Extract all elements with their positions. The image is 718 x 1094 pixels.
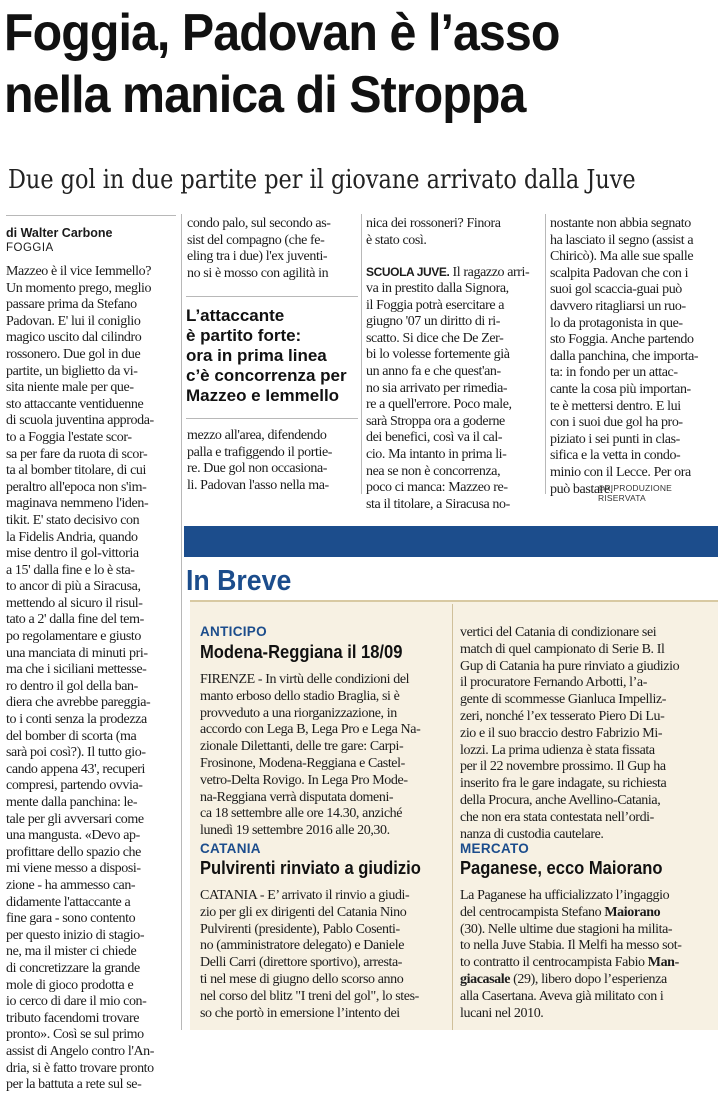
mercato-body: [460, 888, 716, 1022]
in-breve-box-rule: [190, 600, 718, 602]
in-breve-title: In Breve: [186, 565, 292, 597]
catania-kicker: CATANIA: [200, 841, 261, 856]
in-breve-banner: [184, 526, 718, 557]
catania-body-continued: vertici del Catania di condizionare sei match di quel campionato di Serie B. Il Gup di Catania ha pure rinviato a giudizio il procuratore Fernando Arbotti, l’a- gente di scommesse Gianluca Impelliz- zeri, nonché l’ex tesserato Piero Di Lu- zio e il suo braccio destro Fabrizio Mi- lozzi. La prima udienza è stata fissata per il 22 novembre prossimo. Il Gup ha inserito fra le gare indagate, su richiesta della Procura, anche Avellino-Catania, che non era stata contestata nell’ordi- nanza di custodia cautelare.: [460, 625, 680, 842]
copyright-notice: ©RIPRODUZIONE RISERVATA: [598, 483, 673, 503]
byline: di Walter Carbone: [6, 226, 113, 240]
player-name-mangiacasale-part2: giacasale: [460, 971, 511, 987]
mercato-text-2: (30). Nelle ultime due stagioni ha milita- to nella Juve Stabia. Il Melfi ha messo sot- to contratto il centrocampista Fabio: [460, 921, 682, 971]
anticipo-title: Modena-Reggiana il 18/09: [200, 642, 403, 662]
section-runin-scuola-juve: SCUOLA JUVE.: [366, 265, 450, 279]
headline: [4, 2, 666, 126]
catania-title: Pulvirenti rinviato a giudizio: [200, 858, 421, 878]
article-column-2-bottom: mezzo all'area, difendendo palla e trafiggendo il portie- re. Due gol non occasiona- li. Padovan l'asso nella ma-: [187, 428, 333, 493]
column-divider-2: [361, 214, 362, 494]
byline-rule: [6, 215, 176, 216]
mercato-title: Paganese, ecco Maiorano: [460, 858, 663, 878]
headline-line-2: nella manica di Stroppa: [4, 66, 526, 124]
catania-body: CATANIA - E’ arrivato il rinvio a giudi- zio per gli ex dirigenti del Catania Nino Pulvirenti (presidente), Pablo Cosenti- no (amministratore delegato) e Daniele Delli Carri (direttore sportivo), arresta- ti nel mese di giugno dello scorso anno nel corso del blitz "I treni del gol", lo stes- so che portò in emersione l’intento dei: [200, 888, 419, 1021]
mercato-text-1: La Paganese ha ufficializzato l’ingaggio del centrocampista Stefano: [460, 888, 670, 920]
anticipo-body: FIRENZE - In virtù delle condizioni del manto erboso dello stadio Braglia, si è provveduto a una riorganizzazione, in accordo con Lega B, Lega Pro e Lega Na- zionale Dilettanti, delle tre gare: Carpi- Frosinone, Modena-Reggiana e Castel- vetro-Delta Rovigo. In Lega Pro Mode- na-Reggiana verrà disputata domeni- ca 18 settembre alle ore 14.30, anziché lunedì 19 settembre 2016 alle 20,30.: [200, 672, 421, 839]
subtitle: Due gol in due partite per il giovane arrivato dalla Juve: [8, 165, 636, 195]
player-name-maiorano: Maiorano: [604, 904, 661, 920]
column-divider-3: [545, 214, 546, 494]
article-column-4: nostante non abbia segnato ha lasciato il segno (assist a Chiricò). Ma alle sue spalle scalpita Padovan che con i suoi gol scaccia-guai può davvero ritagliarsi un ruo- lo da protagonista in que- sto Foggia. Anche partendo dalla panchina, che importa- ta: in fondo per un attac- cante la cosa più importan- te è mettersi dentro. E lui con i suoi due gol ha pro- piziato i sei punti in clas- sifica e la vetta in condo- minio con il Lecce. Per ora può bastare.: [550, 216, 699, 497]
article-column-1: Mazzeo è il vice Iemmello? Un momento prego, meglio passare prima da Stefano Padovan. E' lui il coniglio magico uscito dal cilindro rossonero. Due gol in due partite, un biglietto da vi- sita niente male per que- sto attaccante ventiduenne di scuola juventina approda- to a Foggia l'estate scor- sa per fare da ruota di scor- ta al bomber titolare, di cui peraltro all'epoca non s'im- maginava nemmeno l'iden- tikit. E' stato decisivo con la Fidelis Andria, quando mise dentro il gol-vittoria a 15' dalla fine e lo è sta- to ancor di più a Siracusa, mettendo al sicuro il risul- tato a 2' dalla fine del tem- po regolamentare e giusto una manciata di minuti pri- ma che i siciliani mettesse- ro dentro il gol della ban- diera che avrebbe pareggia- to i conti senza la prodezza del bomber di scorta (ma sarà poi così?). Il tutto gio- cando appena 43', recuperi compresi, partendo ovvia- mente dalla panchina: le- tale per gli avversari come una mangusta. «Devo ap- profittare dello spazio che mi viene messo a disposi- zione - ha ammesso can- didamente l'attaccante a fine gara - sono contento per questo inizio di stagio- ne, ma il mister ci chiede di concretizzare la grande mole di gioco prodotta e io cerco di dare il mio con- tributo facendomi trovare pronto». Così se sul primo assist di Angelo contro l'An- dria, si è fatto trovare pronto per la battuta a rete sul se-: [6, 264, 155, 1093]
dateline-place: FOGGIA: [6, 242, 54, 254]
anticipo-kicker: ANTICIPO: [200, 624, 267, 639]
article-column-3-para: [366, 264, 542, 282]
article-column-3-first-line: Il ragazzo arri-: [449, 265, 530, 280]
mercato-text-3: (29), libero dopo l’esperienza alla Casertana. Aveva già militato con i lucani nel 2010.: [460, 971, 667, 1021]
pull-quote: L’attaccante è partito forte: ora in prima linea c’è concorrenza per Mazzeo e Iemmello: [186, 306, 347, 405]
mercato-kicker: MERCATO: [460, 841, 530, 856]
article-column-3-top: nica dei rossoneri? Finora è stato così.: [366, 216, 501, 248]
column-divider-1: [181, 214, 182, 1030]
article-column-2-top: condo palo, sul secondo as- sist del compagno (che fe- eling tra i due) l'ex juventi- no si è mosso con agilità in: [187, 216, 331, 281]
article-column-3-rest: va in prestito dalla Signora, il Foggia potrà esercitare a giugno '07 un diritto di ri- scatto. Si dice che De Zer- bi lo volesse fortemente già un anno fa e che quest'an- no sia arrivato per rimedia- re a quell'errore. Poco male, sarà Stroppa ora a goderne dei benefici, così va il cal- cio. Ma intanto in prima li- nea se non è concorrenza, poco ci manca: Mazzeo re- sta il titolare, a Siracusa no-: [366, 281, 512, 512]
pullquote-rule-top: [186, 296, 358, 297]
headline-line-1: Foggia, Padovan è l’asso: [4, 4, 560, 62]
player-name-mangiacasale-part1: Man-: [647, 955, 679, 971]
pullquote-rule-bottom: [186, 418, 358, 419]
in-breve-column-divider: [452, 604, 453, 1030]
